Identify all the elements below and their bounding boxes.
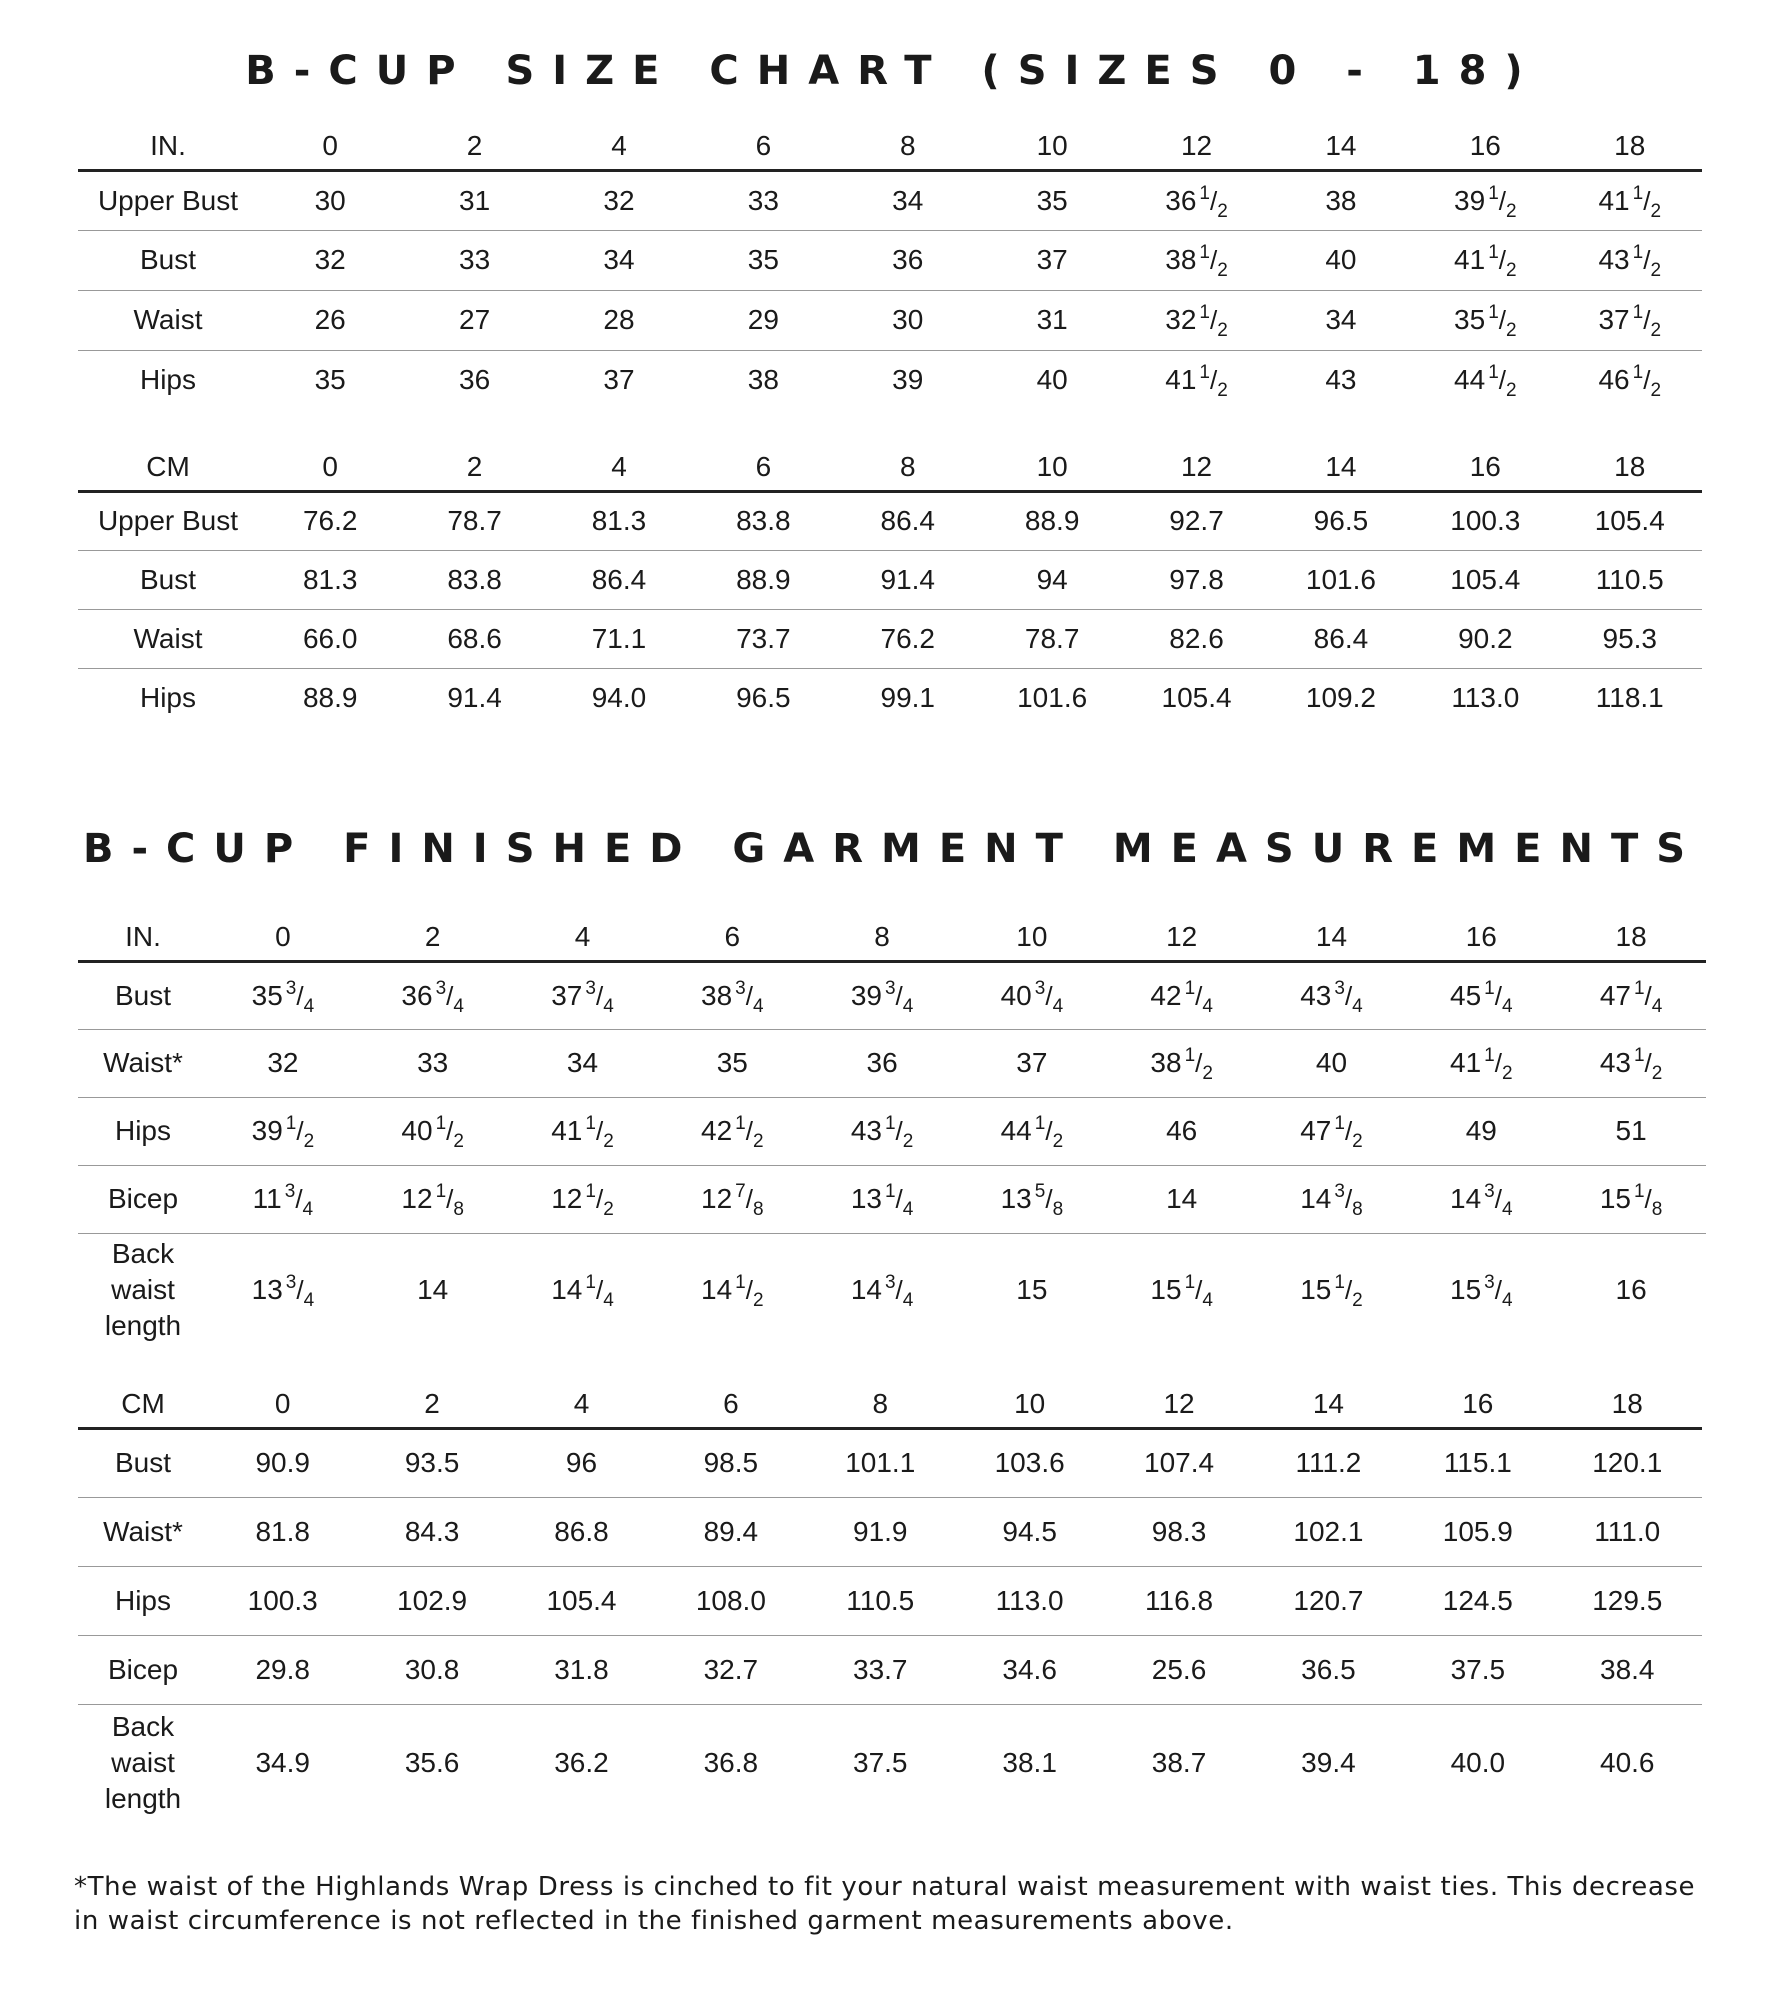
table-cell: 43 (1269, 350, 1413, 410)
table-cell: 41 $^1/_2$ (1406, 1029, 1556, 1097)
table-cell: 35 $^1/_2$ (1413, 290, 1557, 350)
table-cell: 12 $^7/_8$ (657, 1165, 807, 1233)
header-row (78, 915, 1706, 961)
table-cell: 83.8 (402, 550, 546, 609)
table-cell: 35.6 (357, 1704, 506, 1821)
table-cell: 37 $^3/_4$ (551, 977, 614, 1017)
table-cell: 14 $^1/_2$ (657, 1233, 807, 1347)
table-cell: 43 $^3/_4$ (1300, 977, 1363, 1017)
table-row (78, 1497, 1702, 1566)
table-cell: 51 (1556, 1097, 1706, 1165)
table-cell: 40 (1269, 230, 1413, 290)
table-cell: 14 $^1/_4$ (508, 1233, 658, 1347)
table-cell: 14 (358, 1233, 508, 1347)
table-cell: 38 $^1/_2$ (1124, 230, 1268, 290)
size-header-14: 14 (1257, 915, 1407, 961)
table-cell: 32 (603, 184, 635, 216)
row-label: Waist (78, 290, 258, 350)
unit-header: IN. (78, 124, 258, 170)
table-cell: 41 $^1/_2$ (1413, 230, 1557, 290)
table-cell: 36.5 (1254, 1635, 1403, 1704)
table-cell: 44 $^1/_2$ (1413, 350, 1557, 410)
finished-garment-cm-table (78, 1382, 1702, 1821)
row-label: Bust (78, 550, 258, 609)
table-cell: 86.8 (507, 1497, 656, 1566)
size-header-6: 6 (691, 445, 835, 491)
size-header-10: 10 (957, 915, 1107, 961)
table-cell: 100.3 (208, 1566, 357, 1635)
table-cell: 12 $^1/_8$ (358, 1165, 508, 1233)
table-cell: 12 $^1/_2$ (508, 1165, 658, 1233)
table-cell: 35 (657, 1029, 807, 1097)
table-row (78, 961, 1706, 1029)
row-label: Bicep (78, 1635, 208, 1704)
table-cell: 102.1 (1254, 1497, 1403, 1566)
table-cell: 113.0 (1413, 668, 1557, 727)
table-cell: 94 (980, 550, 1124, 609)
row-label: Waist* (78, 1497, 208, 1566)
table-cell: 14 (1107, 1165, 1257, 1233)
size-header-0: 0 (258, 445, 402, 491)
size-header-16: 16 (1413, 445, 1557, 491)
table-cell: 38 $^1/_2$ (1107, 1029, 1257, 1097)
table-row (78, 668, 1702, 727)
table-cell: 43 $^1/_2$ (1556, 1029, 1706, 1097)
table-cell: 32.7 (656, 1635, 805, 1704)
table-cell: 40.6 (1553, 1704, 1702, 1821)
table-cell: 110.5 (806, 1566, 955, 1635)
table-cell: 118.1 (1558, 668, 1702, 727)
finished-garment-title: B-CUP FINISHED GARMENT MEASUREMENTS (82, 826, 1704, 872)
table-cell: 91.4 (402, 668, 546, 727)
size-header-10: 10 (980, 124, 1124, 170)
table-cell: 47 $^1/_4$ (1599, 977, 1663, 1017)
table-cell: 115.1 (1443, 1447, 1512, 1478)
table-cell: 38.1 (955, 1704, 1104, 1821)
size-header-8: 8 (836, 445, 980, 491)
table-cell: 113.0 (955, 1566, 1104, 1635)
header-row (78, 1382, 1702, 1428)
row-label: Bust (114, 1447, 172, 1478)
table-cell: 33 (747, 184, 779, 216)
table-cell: 96.5 (1313, 505, 1369, 536)
table-cell: 96.5 (691, 668, 835, 727)
size-header-16: 16 (1406, 915, 1556, 961)
table-cell: 38 (1325, 184, 1357, 216)
table-cell: 33.7 (806, 1635, 955, 1704)
size-header-10: 10 (955, 1382, 1104, 1428)
table-cell: 45 $^1/_4$ (1450, 977, 1513, 1017)
size-header-16: 16 (1413, 124, 1557, 170)
table-cell: 76.2 (836, 609, 980, 668)
row-label: Hips (78, 668, 258, 727)
table-cell: 14 $^3/_4$ (807, 1233, 957, 1347)
table-row (78, 1428, 1702, 1497)
size-header-18: 18 (1558, 124, 1702, 170)
table-cell: 13 $^3/_4$ (208, 1233, 358, 1347)
table-cell: 38 $^3/_4$ (701, 977, 764, 1017)
table-cell: 35 (258, 350, 402, 410)
table-cell: 28 (547, 290, 691, 350)
table-cell: 102.9 (357, 1566, 506, 1635)
table-cell: 86.4 (880, 505, 935, 536)
table-cell: 82.6 (1124, 609, 1268, 668)
size-header-2: 2 (402, 124, 546, 170)
finished-garment-inches-table (78, 915, 1706, 1347)
table-cell: 66.0 (258, 609, 402, 668)
table-cell: 97.8 (1124, 550, 1268, 609)
table-cell: 37 $^1/_2$ (1558, 290, 1702, 350)
table-cell: 81.3 (258, 550, 402, 609)
table-cell: 105.9 (1403, 1497, 1552, 1566)
table-cell: 89.4 (656, 1497, 805, 1566)
size-header-14: 14 (1254, 1382, 1403, 1428)
table-cell: 13 $^5/_8$ (957, 1165, 1107, 1233)
table-cell: 44 $^1/_2$ (957, 1097, 1107, 1165)
table-cell: 41 $^1/_2$ (1124, 350, 1268, 410)
table-cell: 81.8 (208, 1497, 357, 1566)
table-cell: 41 $^1/_2$ (1598, 182, 1662, 222)
table-cell: 27 (402, 290, 546, 350)
table-cell: 34.6 (955, 1635, 1104, 1704)
table-cell: 116.8 (1104, 1566, 1253, 1635)
unit-header: CM (78, 1382, 208, 1428)
row-label: Back waist length (78, 1704, 208, 1821)
row-label: Bust (114, 979, 172, 1011)
size-header-4: 4 (547, 124, 691, 170)
table-cell: 15 $^1/_2$ (1257, 1233, 1407, 1347)
table-cell: 30.8 (357, 1635, 506, 1704)
size-chart-inches-table (78, 124, 1702, 410)
table-cell: 40 (980, 350, 1124, 410)
table-cell: 41 $^1/_2$ (508, 1097, 658, 1165)
table-cell: 76.2 (302, 505, 358, 536)
table-cell: 26 (258, 290, 402, 350)
row-label: Upper Bust (97, 184, 239, 216)
table-cell: 40 (1257, 1029, 1407, 1097)
table-cell: 39 $^1/_2$ (208, 1097, 358, 1165)
row-label: Bicep (78, 1165, 208, 1233)
table-row (78, 1704, 1702, 1821)
table-cell: 36 $^1/_2$ (1165, 182, 1228, 222)
row-label: Waist (78, 609, 258, 668)
table-cell: 98.5 (703, 1447, 759, 1478)
row-label: Hips (78, 1566, 208, 1635)
table-cell: 42 $^1/_2$ (657, 1097, 807, 1165)
table-cell: 29 (691, 290, 835, 350)
table-cell: 31 (459, 184, 491, 216)
table-cell: 30 (836, 290, 980, 350)
table-cell: 103.6 (994, 1447, 1065, 1478)
size-header-16: 16 (1403, 1382, 1552, 1428)
table-cell: 39 $^3/_4$ (850, 977, 914, 1017)
table-cell: 39.4 (1254, 1704, 1403, 1821)
table-cell: 35 $^3/_4$ (251, 977, 315, 1017)
row-label: Waist* (78, 1029, 208, 1097)
table-row (78, 1233, 1706, 1347)
table-cell: 94.0 (547, 668, 691, 727)
table-cell: 36 (402, 350, 546, 410)
table-cell: 99.1 (836, 668, 980, 727)
table-cell: 40.0 (1403, 1704, 1552, 1821)
table-cell: 37 (957, 1029, 1107, 1097)
table-cell: 88.9 (258, 668, 402, 727)
size-chart-cm-table (78, 445, 1702, 727)
header-row (78, 124, 1702, 170)
table-cell: 71.1 (547, 609, 691, 668)
table-cell: 107.4 (1144, 1447, 1215, 1478)
table-cell: 31.8 (507, 1635, 656, 1704)
table-cell: 37.5 (806, 1704, 955, 1821)
table-cell: 35 (691, 230, 835, 290)
table-row (78, 550, 1702, 609)
size-header-12: 12 (1124, 445, 1268, 491)
size-header-14: 14 (1269, 124, 1413, 170)
size-header-2: 2 (357, 1382, 506, 1428)
table-cell: 34.9 (208, 1704, 357, 1821)
table-cell: 36.8 (656, 1704, 805, 1821)
table-cell: 31 (980, 290, 1124, 350)
table-cell: 47 $^1/_2$ (1257, 1097, 1407, 1165)
row-label: Upper Bust (97, 505, 239, 536)
row-label: Hips (78, 1097, 208, 1165)
table-cell: 95.3 (1558, 609, 1702, 668)
size-header-12: 12 (1104, 1382, 1253, 1428)
table-cell: 13 $^1/_4$ (807, 1165, 957, 1233)
table-cell: 86.4 (1269, 609, 1413, 668)
table-cell: 35 (1036, 184, 1068, 216)
table-row (78, 230, 1702, 290)
size-header-6: 6 (656, 1382, 805, 1428)
table-cell: 110.5 (1558, 550, 1702, 609)
table-cell: 83.8 (736, 505, 791, 536)
size-header-18: 18 (1556, 915, 1706, 961)
table-cell: 43 $^1/_2$ (1558, 230, 1702, 290)
table-cell: 46 (1107, 1097, 1257, 1165)
table-cell: 88.9 (691, 550, 835, 609)
table-cell: 111.2 (1295, 1447, 1362, 1478)
size-header-2: 2 (402, 445, 546, 491)
table-cell: 37.5 (1403, 1635, 1552, 1704)
table-cell: 92.7 (1169, 505, 1224, 536)
table-cell: 105.4 (1124, 668, 1268, 727)
table-row (78, 290, 1702, 350)
table-cell: 42 $^1/_4$ (1150, 977, 1213, 1017)
table-cell: 34 (508, 1029, 658, 1097)
table-cell: 25.6 (1104, 1635, 1253, 1704)
table-cell: 32 $^1/_2$ (1124, 290, 1268, 350)
table-cell: 36 (807, 1029, 957, 1097)
table-row (78, 609, 1702, 668)
table-cell: 43 $^1/_2$ (807, 1097, 957, 1165)
unit-header: CM (78, 445, 258, 491)
size-header-6: 6 (691, 124, 835, 170)
size-header-4: 4 (507, 1382, 656, 1428)
table-cell: 91.9 (806, 1497, 955, 1566)
table-cell: 15 $^3/_4$ (1406, 1233, 1556, 1347)
table-cell: 93.5 (404, 1447, 460, 1478)
size-header-14: 14 (1269, 445, 1413, 491)
size-header-8: 8 (807, 915, 957, 961)
table-cell: 108.0 (656, 1566, 805, 1635)
table-cell: 90.9 (255, 1447, 310, 1478)
size-header-0: 0 (208, 915, 358, 961)
table-row (78, 1165, 1706, 1233)
size-header-4: 4 (547, 445, 691, 491)
table-cell: 129.5 (1553, 1566, 1702, 1635)
size-header-8: 8 (806, 1382, 955, 1428)
table-cell: 39 $^1/_2$ (1454, 182, 1517, 222)
table-cell: 105.4 (1413, 550, 1557, 609)
size-header-18: 18 (1558, 445, 1702, 491)
table-cell: 38 (691, 350, 835, 410)
table-cell: 40 $^1/_2$ (358, 1097, 508, 1165)
table-cell: 111.0 (1553, 1497, 1702, 1566)
table-cell: 46 $^1/_2$ (1558, 350, 1702, 410)
table-cell: 105.4 (507, 1566, 656, 1635)
table-cell: 33 (402, 230, 546, 290)
table-row (78, 1029, 1706, 1097)
table-cell: 16 (1556, 1233, 1706, 1347)
table-row (78, 1097, 1706, 1165)
table-cell: 120.1 (1592, 1447, 1663, 1478)
table-cell: 11 $^3/_4$ (208, 1165, 358, 1233)
table-cell: 91.4 (836, 550, 980, 609)
table-cell: 101.6 (1269, 550, 1413, 609)
table-cell: 36 (836, 230, 980, 290)
table-cell: 49 (1406, 1097, 1556, 1165)
size-header-10: 10 (980, 445, 1124, 491)
table-cell: 88.9 (1024, 505, 1080, 536)
table-row (78, 350, 1702, 410)
table-cell: 36.2 (507, 1704, 656, 1821)
table-cell: 124.5 (1403, 1566, 1552, 1635)
table-cell: 90.2 (1413, 609, 1557, 668)
table-cell: 29.8 (208, 1635, 357, 1704)
size-header-2: 2 (358, 915, 508, 961)
table-row (78, 170, 1702, 230)
table-cell: 120.7 (1254, 1566, 1403, 1635)
size-header-8: 8 (836, 124, 980, 170)
table-cell: 36 $^3/_4$ (401, 977, 464, 1017)
table-cell: 78.7 (447, 505, 502, 536)
row-label: Hips (78, 350, 258, 410)
size-chart-title: B-CUP SIZE CHART (SIZES 0 - 18) (245, 48, 1541, 94)
size-header-0: 0 (258, 124, 402, 170)
table-row (78, 1635, 1702, 1704)
table-cell: 68.6 (402, 609, 546, 668)
size-header-12: 12 (1107, 915, 1257, 961)
table-cell: 73.7 (691, 609, 835, 668)
size-header-6: 6 (657, 915, 807, 961)
size-header-0: 0 (208, 1382, 357, 1428)
table-cell: 15 $^1/_4$ (1107, 1233, 1257, 1347)
table-cell: 14 $^3/_8$ (1257, 1165, 1407, 1233)
table-cell: 78.7 (980, 609, 1124, 668)
table-cell: 38.4 (1553, 1635, 1702, 1704)
table-cell: 96 (565, 1447, 598, 1478)
table-cell: 39 (836, 350, 980, 410)
table-cell: 15 (957, 1233, 1107, 1347)
table-cell: 109.2 (1269, 668, 1413, 727)
table-cell: 34 (547, 230, 691, 290)
table-row (78, 491, 1702, 550)
table-cell: 38.7 (1104, 1704, 1253, 1821)
table-cell: 37 (547, 350, 691, 410)
table-cell: 32 (258, 230, 402, 290)
table-cell: 32 (208, 1029, 358, 1097)
table-cell: 84.3 (357, 1497, 506, 1566)
footnote: *The waist of the Highlands Wrap Dress is cinched to fit your natural waist measurement with waist ties. This decrease in waist circumference is not reflected in the finished garment measurements above. (74, 1872, 1696, 1936)
size-header-12: 12 (1124, 124, 1268, 170)
header-row (78, 445, 1702, 491)
table-row (78, 1566, 1702, 1635)
table-cell: 14 $^3/_4$ (1406, 1165, 1556, 1233)
size-header-18: 18 (1553, 1382, 1702, 1428)
table-cell: 94.5 (955, 1497, 1104, 1566)
table-cell: 98.3 (1104, 1497, 1253, 1566)
table-cell: 30 (314, 184, 346, 216)
row-label: Bust (78, 230, 258, 290)
table-cell: 81.3 (591, 505, 647, 536)
table-cell: 40 $^3/_4$ (1000, 977, 1064, 1017)
table-cell: 100.3 (1450, 505, 1521, 536)
table-cell: 34 (892, 184, 924, 216)
table-cell: 37 (980, 230, 1124, 290)
table-cell: 33 (358, 1029, 508, 1097)
table-cell: 101.6 (980, 668, 1124, 727)
size-header-4: 4 (508, 915, 658, 961)
table-cell: 105.4 (1594, 505, 1665, 536)
table-cell: 101.1 (845, 1447, 916, 1478)
table-cell: 15 $^1/_8$ (1556, 1165, 1706, 1233)
unit-header: IN. (78, 915, 208, 961)
table-cell: 34 (1269, 290, 1413, 350)
row-label: Back waist length (78, 1233, 208, 1347)
table-cell: 86.4 (547, 550, 691, 609)
